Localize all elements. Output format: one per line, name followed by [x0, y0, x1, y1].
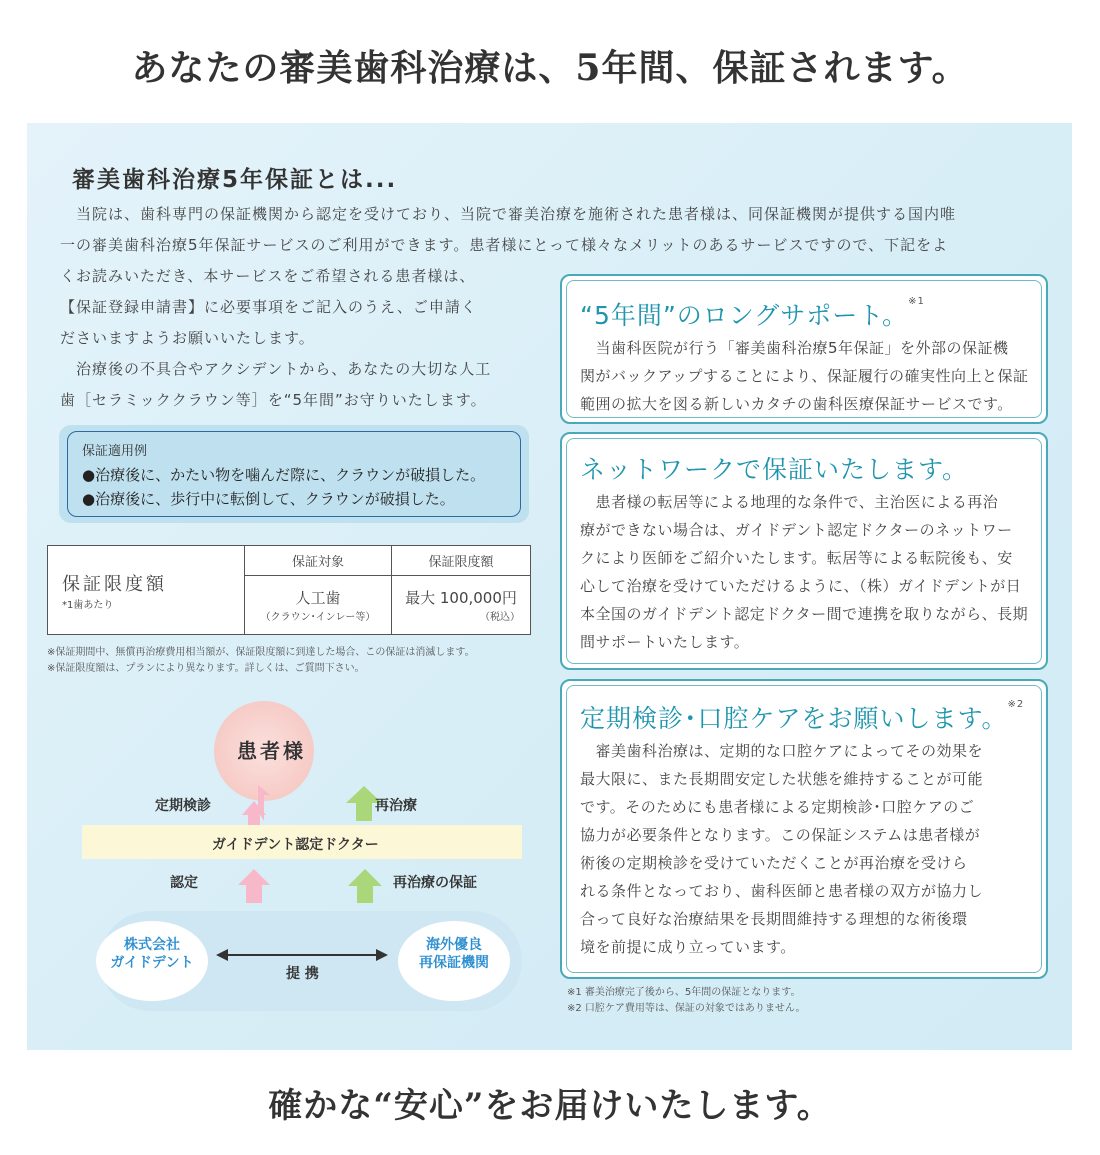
limit-label-cell — [48, 546, 245, 635]
card-line: 術後の定期検診を受けていただくことが再治療を受けら — [580, 854, 968, 872]
intro-line: ださいますようお願いいたします。 — [60, 329, 315, 347]
table-note: ※保証限度額は、プランにより異なります。詳しくは、ご質問下さい。 — [47, 663, 365, 674]
example-title: 保証適用例 — [82, 444, 148, 459]
card-line: 境を前提に成り立っています。 — [580, 938, 796, 956]
card-line: 合って良好な治療結果を長期間維持する理想的な術後環 — [580, 910, 968, 928]
card-checkup — [560, 679, 1048, 979]
intro-line: 治療後の不具合やアクシデントから、あなたの大切な人工 — [60, 360, 492, 378]
card-title — [580, 296, 925, 332]
retreat-guarantee-label: 再治療の保証 — [393, 875, 477, 891]
card-line: 間サポートいたします。 — [580, 633, 750, 651]
intro-line: くお読みいただき、本サービスをご希望される患者様は、 — [60, 267, 476, 285]
amount-cell — [392, 576, 531, 635]
example-item: ●治療後に、歩行中に転倒して、クラウンが破損した。 — [82, 490, 455, 508]
card-body — [580, 488, 1028, 656]
amount-sub: （税込） — [480, 612, 520, 623]
patient-label: 患者様 — [237, 739, 306, 763]
intro-line: 当院は、歯科専門の保証機関から認定を受けており、当院で審美治療を施術された患者様は、同保証機関が提供する国内唯 — [60, 205, 957, 223]
card-line: 最大限に、また長期間安定した状態を維持することが可能 — [580, 770, 984, 788]
card-title — [580, 699, 1024, 735]
card-body — [580, 737, 983, 961]
tieup-label: 提 携 — [286, 966, 319, 982]
partner-label: 海外優良 再保証機関 — [419, 937, 489, 971]
card-line: 療ができない場合は、ガイドデント認定ドクターのネットワー — [580, 521, 1013, 539]
footnote: ※2 口腔ケア費用等は、保証の対象ではありません。 — [567, 1003, 806, 1014]
example-frame — [67, 431, 521, 517]
card-mark: ※2 — [1007, 699, 1025, 710]
certify-label: 認定 — [170, 875, 198, 891]
card-title-text: 定期検診･口腔ケアをお願いします。 — [580, 704, 1008, 733]
amount-value: 最大 100,000円 — [405, 589, 517, 607]
card-title-text: “5年間”のロングサポート。 — [580, 301, 909, 330]
guarantee-panel — [27, 123, 1072, 1050]
certify-arrow — [238, 869, 270, 903]
card-line: 当歯科医院が行う「審美歯科治療5年保証」を外部の保証機 — [580, 339, 1009, 357]
card-line: 協力が必要条件となります。この保証システムは患者様が — [580, 826, 981, 844]
card-line: 本全国のガイドデント認定ドクター間で連携を取りながら、長期 — [580, 605, 1029, 623]
intro-line: 【保証登録申請書】に必要事項をご記入のうえ、ご申請く — [60, 298, 477, 316]
footer-tagline: 確かな“安心”をお届けいたします。 — [268, 1086, 832, 1126]
company-label: 株式会社 ガイドデント — [110, 937, 194, 971]
table-note: ※保証期間中、無償再治療費用相当額が、保証限度額に到達した場合、この保証は消滅します。 — [47, 647, 475, 658]
limit-table — [47, 545, 531, 635]
card-network — [560, 432, 1048, 670]
page-headline: あなたの審美歯科治療は、5年間、保証されます。 — [131, 47, 969, 89]
card-line: 範囲の拡大を図る新しいカタチの歯科医療保証サービスです。 — [580, 395, 1013, 413]
doctor-label: ガイドデント認定ドクター — [212, 837, 379, 853]
card-body — [580, 334, 1028, 418]
card-line: クにより医師をご紹介いたします。転居等による転院後も、安 — [580, 549, 1013, 567]
col-header: 保証限度額 — [392, 546, 531, 576]
target-cell — [245, 576, 392, 635]
card-long-support — [560, 274, 1048, 424]
card-line: 心して治療を受けていただけるように、（株）ガイドデントが日 — [580, 577, 1022, 595]
card-line: れる条件となっており、歯科医師と患者様の双方が協力し — [580, 882, 984, 900]
target-sub: （クラウン･インレー等） — [260, 612, 376, 623]
retreat-guarantee-arrow — [348, 869, 382, 903]
target-value: 人工歯 — [295, 589, 341, 607]
example-box — [59, 425, 529, 523]
checkup-label: 定期検診 — [155, 798, 211, 814]
limit-label: 保証限度額 — [62, 573, 167, 595]
retreat-label: 再治療 — [375, 798, 417, 814]
example-item: ●治療後に、かたい物を噛んだ際に、クラウンが破損した。 — [82, 466, 486, 484]
card-line: 審美歯科治療は、定期的な口腔ケアによってその効果を — [580, 742, 984, 760]
card-title: ネットワークで保証いたします。 — [580, 455, 969, 484]
intro-line: 一の審美歯科治療5年保証サービスのご利用ができます。患者様にとって様々なメリットのあるサービスですので、下記をよ — [60, 236, 949, 254]
limit-label-sub: *1歯あたり — [62, 599, 114, 611]
card-line: です。そのためにも患者様による定期検診･口腔ケアのご — [580, 798, 975, 816]
section-title: 審美歯科治療5年保証とは... — [72, 167, 398, 193]
card-mark: ※1 — [908, 296, 925, 307]
col-header: 保証対象 — [245, 546, 392, 576]
card-line: 関がバックアップすることにより、保証履行の確実性向上と保証 — [580, 367, 1029, 385]
intro-line: 歯［セラミッククラウン等］を“5年間”お守りいたします。 — [60, 391, 487, 409]
card-line: 患者様の転居等による地理的な条件で、主治医による再治 — [580, 493, 999, 511]
footnote: ※1 審美治療完了後から、5年間の保証となります。 — [567, 987, 801, 998]
